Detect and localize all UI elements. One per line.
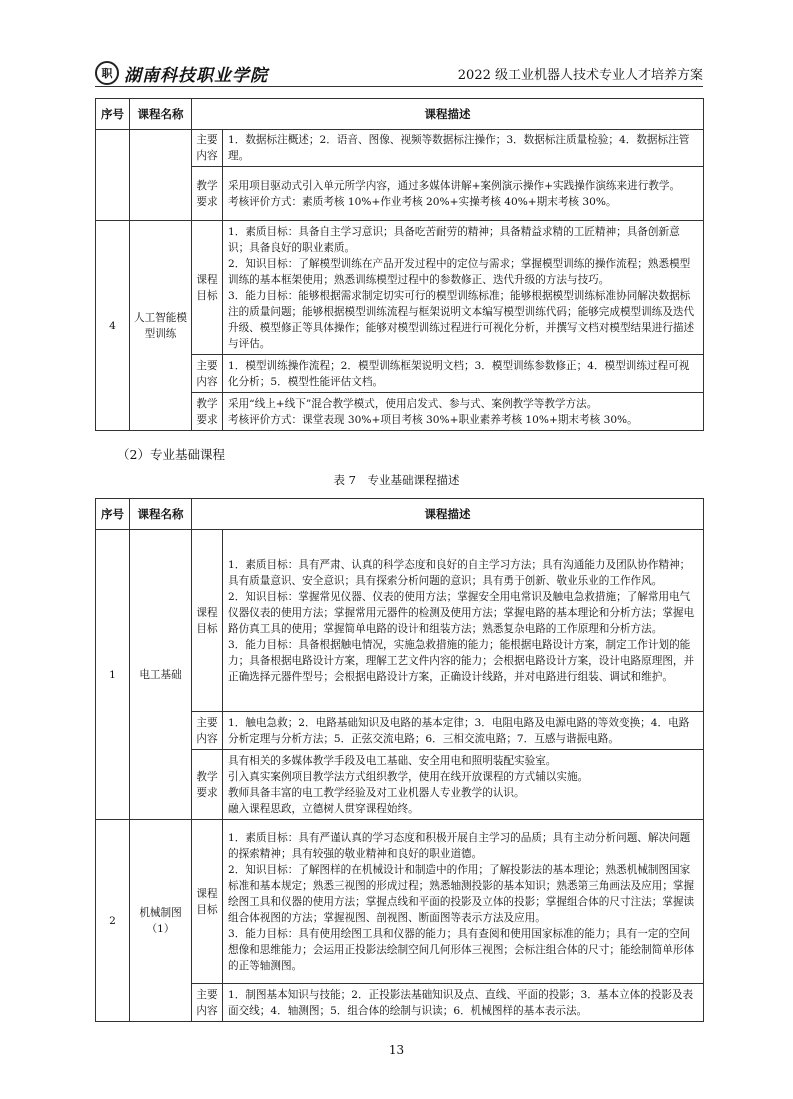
content-text: 1．触电急救；2．电路基础知识及电路的基本定律；3．电阻电路及电源电路的等效变换；4．电路分析定理与分析方法；5．正弦交流电路；6．三相交流电路；7．互感与谐振电路。 <box>223 712 704 750</box>
requirement-line: 引入真实案例项目教学法方式组织教学，使用在线开放课程的方式辅以实施。 <box>228 770 589 783</box>
requirement-line: 采用项目驱动式引入单元所学内容，通过多媒体讲解+案例演示操作+实践操作演练来进行教学。 <box>228 179 681 192</box>
label-requirement: 教学要求 <box>192 167 223 221</box>
header-divider <box>95 86 703 87</box>
objective-line: 2．知识目标：掌握常见仪器、仪表的使用方法；掌握安全用电常识及触电急救措施；了解常用电气仪器仪表的使用方法；掌握常用元器件的检测及使用方法；掌握电路的基本理论和分析方法；掌握电路仿真工具的使用；掌握简单电路的设计和组装方法；熟悉复杂电路的工作原理和分析方法。 <box>228 590 695 635</box>
requirement-line: 具有相关的多媒体教学手段及电工基础、安全用电和照明装配实验室。 <box>228 754 557 767</box>
content-text: 1．制图基本知识与技能；2．正投影法基础知识及点、直线、平面的投影；3．基本立体的投影及表面交线；4．轴测图；5．组合体的绘制与识读；6．机械图样的基本表示法。 <box>223 984 704 1022</box>
requirement-text <box>223 167 704 221</box>
label-requirement: 教学要求 <box>192 393 223 431</box>
requirement-line: 考核评价方式：课堂表现 30%+项目考核 30%+职业素养考核 10%+期末考核 30%。 <box>228 413 638 426</box>
page-header <box>95 58 703 88</box>
column-header-desc: 课程描述 <box>192 99 704 130</box>
page-number: 13 <box>388 1043 405 1057</box>
requirement-text <box>223 750 704 820</box>
content-text: 1．模型训练操作流程；2．模型训练框架说明文档；3．模型训练参数修正；4．模型训练过程可视化分析；5．模型性能评估文档。 <box>223 355 704 393</box>
row-no: 1 <box>96 530 130 820</box>
objective-line: 1．素质目标：具备自主学习意识；具备吃苦耐劳的精神；具备精益求精的工匠精神；具备创新意识；具备良好的职业素质。 <box>228 225 680 254</box>
column-header-name: 课程名称 <box>130 99 192 130</box>
school-seal-icon: 职 <box>95 61 119 85</box>
label-objective: 课程目标 <box>192 820 223 984</box>
column-header-no: 序号 <box>96 499 130 530</box>
basic-course-table <box>95 498 704 1022</box>
label-content: 主要内容 <box>192 984 223 1022</box>
column-header-desc: 课程描述 <box>192 499 704 530</box>
row-no: 4 <box>96 221 130 431</box>
course-table-continued <box>95 98 704 431</box>
document-title: 2022 级工业机器人技术专业人才培养方案 <box>457 68 703 83</box>
objective-line: 3．能力目标：具备根据触电情况，实施急救措施的能力；能根据电路设计方案，制定工作计划的能力；具备根据电路设计方案，理解工艺文件内容的能力；会根据电路设计方案，设计电路原理图，并正确选择元器件型号；会根据电路设计方案，正确设计线路，并对电路进行组装、调试和维护。 <box>228 638 695 683</box>
course-name: 机械制图（1） <box>130 820 192 1022</box>
row-no <box>96 130 130 221</box>
course-name: 人工智能模型训练 <box>130 221 192 431</box>
table-header-row <box>96 499 704 530</box>
column-header-name: 课程名称 <box>130 499 192 530</box>
table-row <box>96 130 704 167</box>
objective-text <box>223 221 704 355</box>
column-header-no: 序号 <box>96 99 130 130</box>
objective-line: 2．知识目标：了解模型训练在产品开发过程中的定位与需求；掌握模型训练的操作流程；熟悉模型训练的基本框架使用；熟悉训练模型过程中的参数修正、迭代升级的方法与技巧。 <box>228 257 691 286</box>
school-logo <box>95 60 268 86</box>
objective-line: 1．素质目标：具有严谨认真的学习态度和积极开展自主学习的品质；具有主动分析问题、解决问题的探索精神；具有较强的敬业精神和良好的职业道德。 <box>228 831 691 860</box>
requirement-text <box>223 393 704 431</box>
objective-line: 1．素质目标：具有严肃、认真的科学态度和良好的自主学习方法；具有沟通能力及团队协作精神；具有质量意识、安全意识；具有探索分析问题的意识；具有勇于创新、敬业乐业的工作作风。 <box>228 558 691 587</box>
table-header-row <box>96 99 704 130</box>
table-row <box>96 820 704 984</box>
objective-text <box>223 820 704 984</box>
label-requirement: 教学要求 <box>192 750 223 820</box>
label-content: 主要内容 <box>192 130 223 167</box>
row-name <box>130 130 192 221</box>
objective-line: 2．知识目标：了解图样的在机械设计和制造中的作用；了解投影法的基本理论；熟悉机械制图国家标准和基本规定；熟悉三视图的形成过程；熟悉轴测投影的基本知识；熟悉第三角画法及应用；掌握绘图工具和仪器的使用方法；掌握点线和平面的投影及立体的投影；掌握组合体的尺寸注法；掌握读组合体视图的方法；掌握视图、剖视图、断面图等表示方法及应用。 <box>228 863 695 924</box>
label-objective: 课程目标 <box>192 221 223 355</box>
label-content: 主要内容 <box>192 355 223 393</box>
objective-line: 3．能力目标：具有使用绘图工具和仪器的能力；具有查阅和使用国家标准的能力；具有一定的空间想像和思维能力；会运用正投影法绘制空间几何形体三视图；会标注组合体的尺寸；能绘制简单形体的正等轴测图。 <box>228 927 695 972</box>
content-text: 1．数据标注概述；2．语音、图像、视频等数据标注操作；3．数据标注质量检验；4．数据标注管理。 <box>223 130 704 167</box>
objective-text <box>223 530 704 712</box>
section-heading: （2）专业基础课程 <box>117 447 225 462</box>
table-row <box>96 530 704 712</box>
requirement-line: 考核评价方式：素质考核 10%+作业考核 20%+实操考核 40%+期末考核 30%。 <box>228 195 617 208</box>
label-objective: 课程目标 <box>192 530 223 712</box>
table-row <box>96 221 704 355</box>
objective-line: 3．能力目标：能够根据需求制定切实可行的模型训练标准；能够根据模型训练标准协同解决数据标注的质量问题；能够根据模型训练流程与框架说明文本编写模型训练代码；能够完成模型训练及迭代升级、模型修正等具体操作；能够对模型训练过程进行可视化分析，并撰写文档对模型结果进行描述与评估。 <box>228 289 695 350</box>
row-no: 2 <box>96 820 130 1022</box>
course-name: 电工基础 <box>130 530 192 820</box>
requirement-line: 教师具备丰富的电工教学经验及对工业机器人专业教学的认识。 <box>228 786 525 799</box>
table-caption: 表 7 专业基础课程描述 <box>333 473 460 487</box>
school-name: 湖南科技职业学院 <box>124 65 268 86</box>
requirement-line: 采用“线上+线下”混合教学模式，使用启发式、参与式、案例教学等教学方法。 <box>228 397 598 410</box>
requirement-line: 融入课程思政，立德树人贯穿课程始终。 <box>228 802 419 815</box>
label-content: 主要内容 <box>192 712 223 750</box>
